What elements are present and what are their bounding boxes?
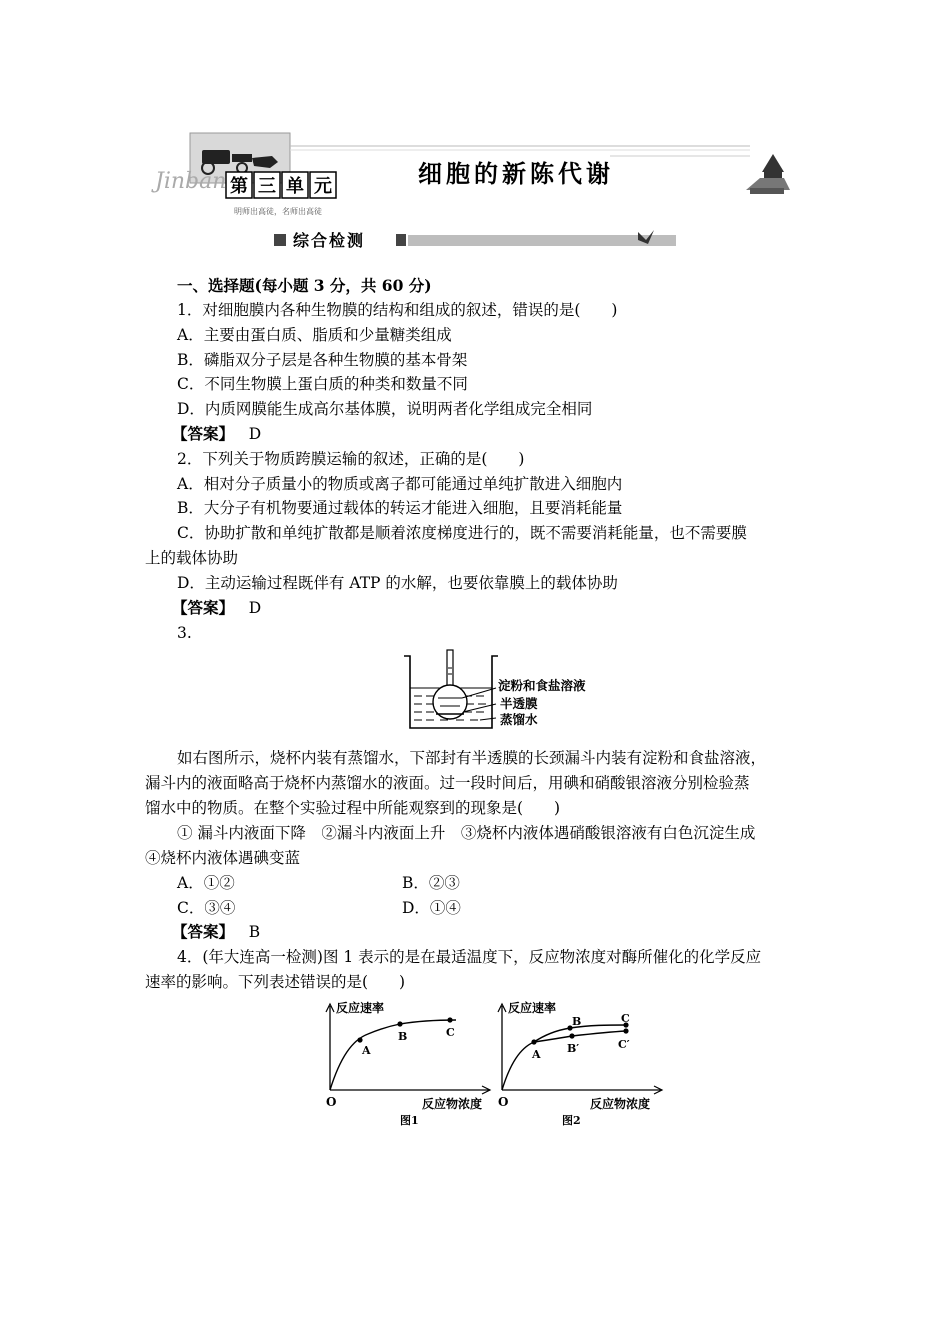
- q4-figure-1: [318, 998, 498, 1130]
- q1-option-b: B．磷脂双分子层是各种生物膜的基本骨架: [177, 351, 468, 369]
- q2-option-b: B．大分子有机物要通过载体的转运才能进入细胞，且要消耗能量: [177, 499, 623, 517]
- page-header: [150, 128, 790, 258]
- section-heading: 一、选择题(每小题 3 分，共 60 分): [177, 276, 432, 295]
- label-membrane: 半透膜: [500, 696, 538, 711]
- point-b: [397, 1021, 402, 1026]
- q3-figure: [400, 648, 600, 734]
- point-c: [447, 1017, 452, 1022]
- q3-statements-line2: ④烧杯内液体遇碘变蓝: [145, 849, 301, 867]
- osmosis-diagram: [400, 648, 600, 734]
- rate-curve-lower: [534, 1031, 626, 1042]
- answer-value: D: [248, 425, 262, 443]
- answer-label: 【答案】: [172, 922, 235, 941]
- header-banner: [150, 128, 790, 258]
- section-label: 综合检测: [293, 231, 366, 250]
- point-b-prime: [569, 1033, 574, 1038]
- q3-statements-line1: ① 漏斗内液面下降 ②漏斗内液面上升 ③烧杯内液体遇硝酸银溶液有白色沉淀生成: [177, 824, 756, 842]
- y-label: 反应速率: [508, 1001, 557, 1015]
- svg-text:C: C: [446, 1026, 455, 1039]
- label-solution: 淀粉和食盐溶液: [498, 678, 586, 693]
- q3-option-a: A．①②: [177, 874, 235, 892]
- svg-text:第: 第: [230, 176, 248, 197]
- svg-text:A: A: [362, 1044, 371, 1057]
- label-water: 蒸馏水: [500, 712, 538, 727]
- q4-stem-line1: 4．(年大连高一检测)图 1 表示的是在最适温度下，反应物浓度对酶所催化的化学反应: [177, 948, 762, 966]
- q3-number: 3.: [177, 624, 192, 642]
- q1-option-a: A．主要由蛋白质、脂质和少量糖类组成: [177, 326, 452, 344]
- point-a: [531, 1039, 536, 1044]
- q3-answer: [172, 921, 260, 943]
- chapter-title: 细胞的新陈代谢: [418, 159, 614, 188]
- unit-subtitle: 明师出高徒，名师出高徒: [234, 207, 322, 216]
- q4-stem-line2: 速率的影响。下列表述错误的是( ): [145, 973, 406, 991]
- q2-option-c-cont: 上的载体协助: [145, 549, 239, 567]
- svg-text:B: B: [572, 1015, 582, 1028]
- answer-value: D: [248, 599, 262, 617]
- section-marker: [274, 234, 286, 246]
- rate-curve: [330, 1020, 456, 1090]
- q3-option-b: B．②③: [402, 874, 460, 892]
- y-label: 反应速率: [336, 1001, 385, 1015]
- svg-text:A: A: [532, 1048, 541, 1061]
- answer-label: 【答案】: [172, 598, 235, 617]
- rate-graph-1: [318, 998, 498, 1130]
- answer-label: 【答案】: [172, 424, 235, 443]
- q2-stem: 2．下列关于物质跨膜运输的叙述，正确的是( ): [177, 450, 525, 468]
- origin-label: O: [326, 1095, 337, 1109]
- svg-text:B′: B′: [567, 1042, 580, 1055]
- section-bar: [408, 235, 676, 246]
- q2-answer: [172, 597, 261, 619]
- q3-stem-line3: 馏水中的物质。在整个实验过程中所能观察到的现象是( ): [145, 799, 561, 817]
- q2-option-c: C．协助扩散和单纯扩散都是顺着浓度梯度进行的，既不需要消耗能量，也不需要膜: [177, 524, 747, 542]
- origin-label: O: [498, 1095, 509, 1109]
- x-label: 反应物浓度: [590, 1097, 651, 1111]
- q1-answer: [172, 423, 261, 445]
- svg-text:B: B: [398, 1030, 408, 1043]
- q2-option-a: A．相对分子质量小的物质或离子都可能通过单纯扩散进入细胞内: [177, 475, 623, 493]
- point-a: [357, 1037, 362, 1042]
- svg-text:C′: C′: [618, 1038, 630, 1051]
- x-label: 反应物浓度: [422, 1097, 483, 1111]
- q4-figure-2: [490, 998, 670, 1130]
- q1-option-c: C．不同生物膜上蛋白质的种类和数量不同: [177, 375, 468, 393]
- svg-text:C: C: [621, 1012, 630, 1025]
- q1-option-d: D．内质网膜能生成高尔基体膜，说明两者化学组成完全相同: [177, 400, 593, 418]
- answer-value: B: [248, 923, 261, 941]
- rate-graph-2: [490, 998, 670, 1130]
- svg-text:三: 三: [258, 176, 276, 197]
- svg-text:单: 单: [286, 176, 304, 197]
- point-c-prime: [623, 1028, 628, 1033]
- logo-script: Jinban: [155, 169, 227, 194]
- q3-option-c: C．③④: [177, 899, 236, 917]
- rate-curve-upper: [502, 1025, 626, 1090]
- figure-caption: 图1: [400, 1114, 419, 1127]
- figure-caption: 图2: [562, 1114, 581, 1127]
- q2-option-d: D．主动运输过程既伴有 ATP 的水解，也要依靠膜上的载体协助: [177, 574, 618, 592]
- q3-option-d: D．①④: [402, 899, 461, 917]
- q3-stem-line2: 漏斗内的液面略高于烧杯内蒸馏水的液面。过一段时间后，用碘和硝酸银溶液分别检验蒸: [145, 774, 750, 792]
- svg-text:元: 元: [314, 176, 332, 197]
- church-icon: [746, 154, 790, 194]
- q1-stem: 1．对细胞膜内各种生物膜的结构和组成的叙述，错误的是( ): [177, 301, 618, 319]
- q3-stem-line1: 如右图所示，烧杯内装有蒸馏水，下部封有半透膜的长颈漏斗内装有淀粉和食盐溶液，: [177, 749, 767, 767]
